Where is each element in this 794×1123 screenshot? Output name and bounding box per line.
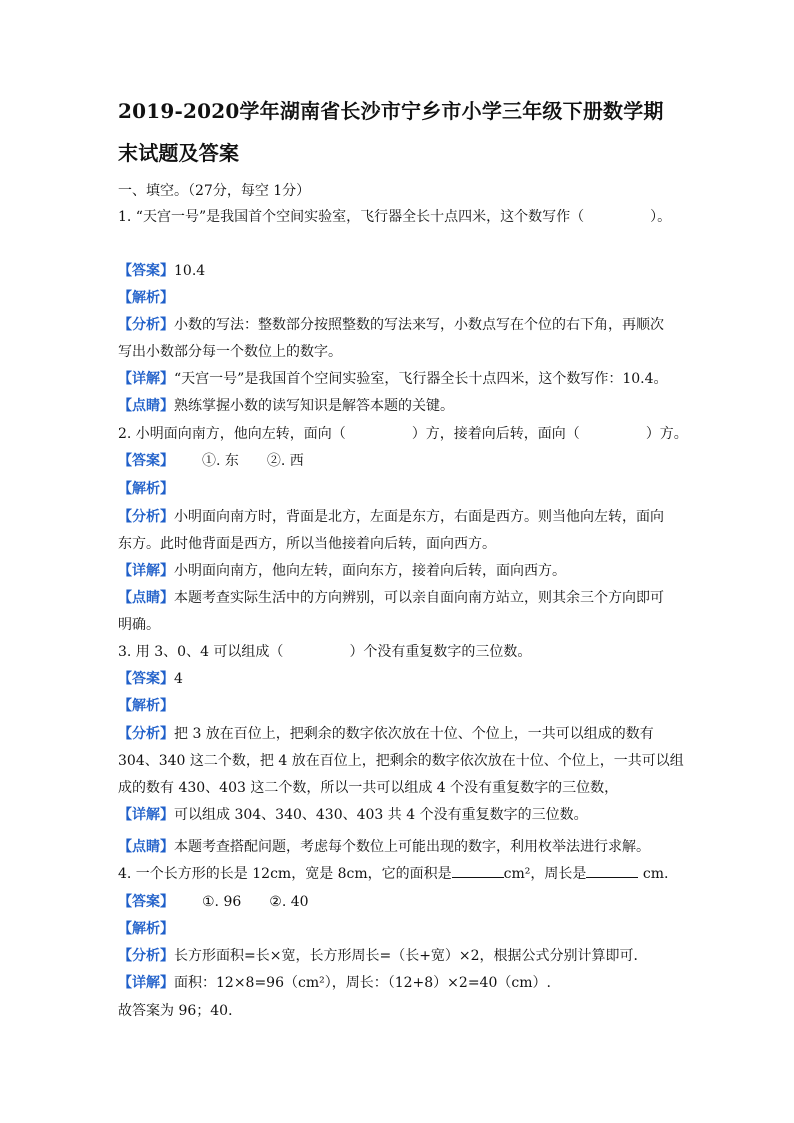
jiexi-tag: 【解析】: [118, 290, 174, 306]
q4-stem-c: cm.: [638, 866, 669, 882]
xiangjie-tag: 【详解】: [118, 371, 174, 387]
q1-jiexi: [118, 288, 698, 308]
q4-jiexi: [118, 919, 698, 939]
q2-fenxi-cont: 东方。此时他背面是西方，所以当他接着向后转，面向西方。: [118, 536, 496, 552]
q3-xiangjie-text: 可以组成 304、340、430、403 共 4 个没有重复数字的三位数。: [174, 807, 588, 823]
q4-conclusion: 故答案为 96；40．: [118, 1003, 243, 1019]
q2-fenxi: [118, 507, 698, 527]
q1-dianjing-text: 熟练掌握小数的读写知识是解答本题的关键。: [174, 398, 454, 414]
q3-xiangjie: [118, 805, 698, 825]
q4-fenxi: [118, 946, 698, 966]
question-2-stem: [118, 424, 698, 444]
doc-title-line-1: 2019-2020学年湖南省长沙市宁乡市小学三年级下册数学期: [118, 99, 664, 123]
q3-fenxi: [118, 724, 698, 744]
dianjing-tag: 【点睛】: [118, 590, 174, 606]
xiangjie-tag: 【详解】: [118, 563, 174, 579]
dianjing-tag: 【点睛】: [118, 398, 174, 414]
q1-fenxi-cont: 写出小数部分每一个数位上的数字。: [118, 344, 342, 360]
q3-answer: [118, 669, 698, 689]
q2-answer-1: ①. 东: [202, 453, 239, 469]
jiexi-tag: 【解析】: [118, 698, 174, 714]
xiangjie-tag: 【详解】: [118, 807, 174, 823]
answer-tag: 【答案】: [118, 453, 174, 469]
question-3-stem: [118, 642, 698, 662]
q2-xiangjie-text: 小明面向南方，他向左转，面向东方，接着向后转，面向西方。: [174, 563, 566, 579]
answer-tag: 【答案】: [118, 671, 174, 687]
q3-dianjing: [118, 837, 698, 857]
q3-stem-a: 3. 用 3、0、4 可以组成（: [118, 644, 284, 660]
xiangjie-tag: 【详解】: [118, 975, 174, 991]
q1-answer-value: 10.4: [174, 263, 206, 279]
answer-tag: 【答案】: [118, 263, 174, 279]
fenxi-tag: 【分析】: [118, 317, 174, 333]
q4-answer: [118, 892, 698, 912]
q4-stem-a: 4. 一个长方形的长是 12cm，宽是 8cm，它的面积是: [118, 866, 452, 882]
q1-stem-b: ）。: [650, 209, 672, 225]
q4-fenxi-text: 长方形面积=长×宽，长方形周长=（长+宽）×2，根据公式分别计算即可．: [174, 948, 648, 964]
q2-dianjing-text-1: 本题考查实际生活中的方向辨别，可以亲自面向南方站立，则其余三个方向即可: [174, 590, 664, 606]
q4-blank-1: [452, 864, 504, 878]
question-4-stem: [118, 864, 698, 884]
q2-stem-b: ）方，接着向后转，面向（: [411, 426, 580, 442]
q1-stem-a: 1. “天宫一号”是我国首个空间实验室，飞行器全长十点四米，这个数写作（: [118, 209, 585, 225]
fenxi-tag: 【分析】: [118, 726, 174, 742]
q2-answer-2: ②. 西: [266, 453, 304, 469]
fenxi-tag: 【分析】: [118, 948, 174, 964]
jiexi-tag: 【解析】: [118, 481, 174, 497]
q4-blank-2: [586, 864, 638, 878]
dianjing-tag: 【点睛】: [118, 839, 174, 855]
q3-fenxi-text-1: 把 3 放在百位上，把剩余的数字依次放在十位、个位上，一共可以组成的数有: [174, 726, 654, 742]
q2-dianjing: [118, 588, 698, 608]
q3-fenxi-cont-1: 304、340 这二个数，把 4 放在百位上，把剩余的数字依次放在十位、个位上，一共可以组: [118, 753, 684, 769]
q4-xiangjie: [118, 973, 698, 993]
q3-dianjing-text: 本题考查搭配问题，考虑每个数位上可能出现的数字，利用枚举法进行求解。: [174, 839, 650, 855]
q1-xiangjie: [118, 369, 698, 389]
q1-fenxi-text-1: 小数的写法：整数部分按照整数的写法来写，小数点写在个位的右下角，再顺次: [174, 317, 664, 333]
q1-xiangjie-text: “天宫一号”是我国首个空间实验室，飞行器全长十点四米，这个数写作：10.4。: [174, 371, 668, 387]
q2-stem-a: 2. 小明面向南方，他向左转，面向（: [118, 426, 346, 442]
q1-answer: [118, 261, 698, 281]
q3-answer-value: 4: [174, 671, 183, 687]
q2-stem-c: ）方。: [645, 426, 688, 442]
q1-dianjing: [118, 396, 698, 416]
fenxi-tag: 【分析】: [118, 509, 174, 525]
q3-jiexi: [118, 696, 698, 716]
q2-answer: [118, 451, 698, 471]
q2-jiexi: [118, 479, 698, 499]
q2-xiangjie: [118, 561, 698, 581]
doc-title-line-2: 末试题及答案: [118, 141, 240, 165]
section-heading: 一、填空。（27分，每空 1分）: [118, 183, 311, 199]
q1-fenxi: [118, 315, 698, 335]
jiexi-tag: 【解析】: [118, 921, 174, 937]
q3-stem-b: ）个没有重复数字的三位数。: [349, 644, 532, 660]
q3-fenxi-cont-2: 成的数有 430、403 这二个数，所以一共可以组成 4 个没有重复数字的三位数，: [118, 780, 619, 796]
q4-xiangjie-text: 面积：12×8=96（cm²），周长：（12+8）×2=40（cm）.: [174, 975, 551, 991]
q2-fenxi-text-1: 小明面向南方时，背面是北方，左面是东方，右面是西方。则当他向左转，面向: [174, 509, 664, 525]
answer-tag: 【答案】: [118, 894, 174, 910]
question-1-stem: [118, 207, 698, 227]
q4-stem-b: cm²，周长是: [503, 866, 587, 882]
q4-answer-2: ②. 40: [269, 894, 309, 910]
q2-dianjing-cont: 明确。: [118, 617, 160, 633]
q4-answer-1: ①. 96: [202, 894, 242, 910]
